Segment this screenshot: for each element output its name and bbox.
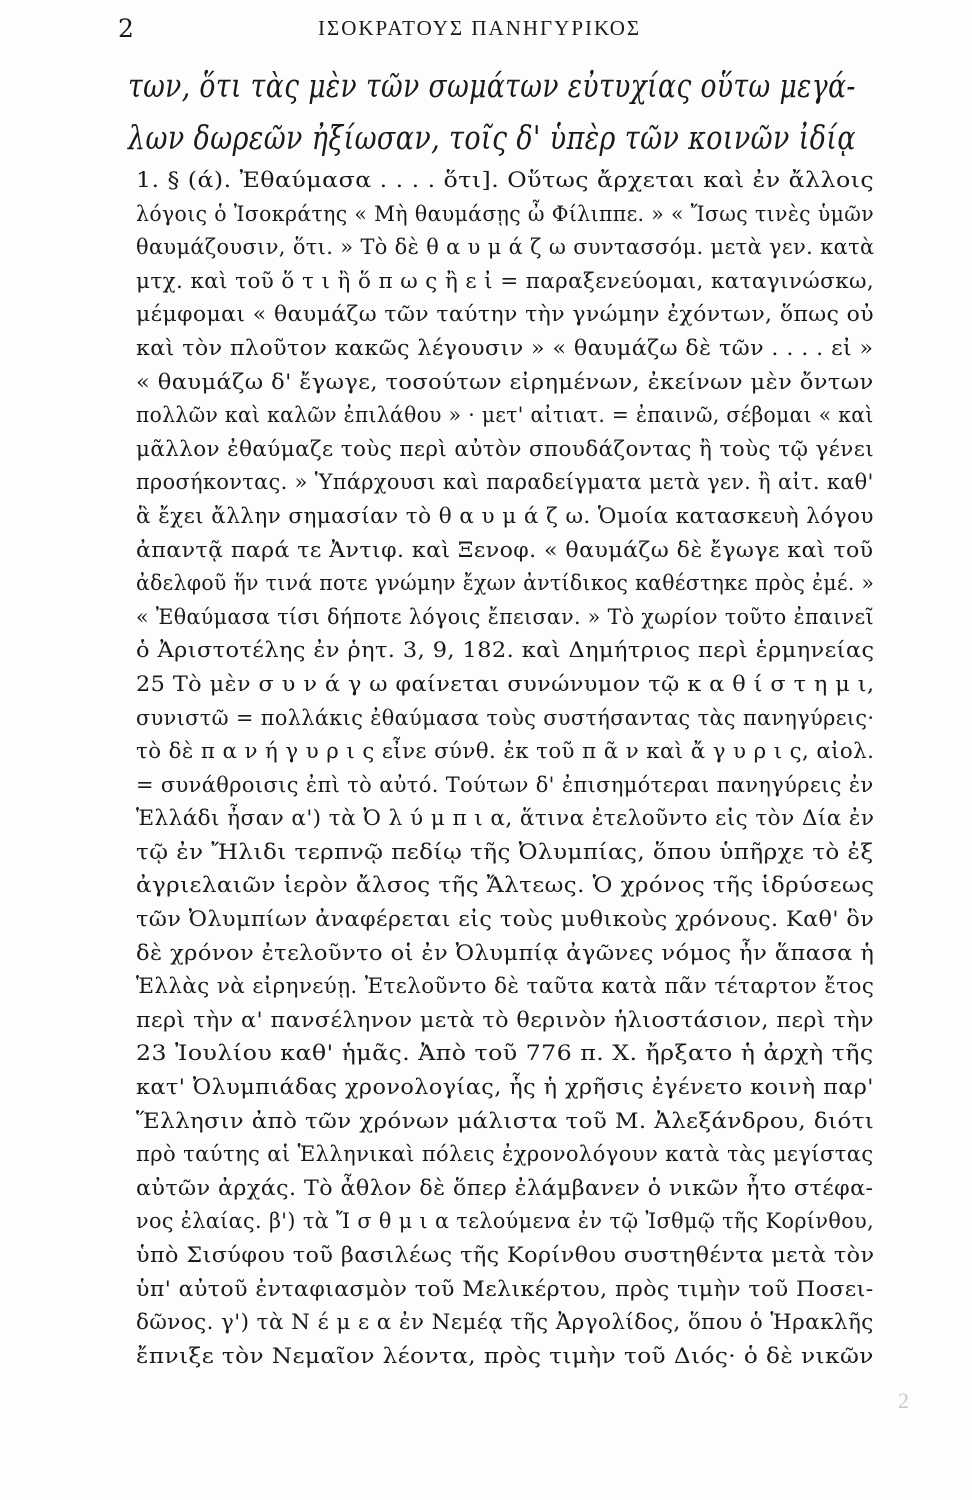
commentary-line: 1. § (ά). Ἐθαύμασα . . . . ὅτι]. Οὕτως ἄρχεται καὶ ἐν ἄλλοις (136, 168, 875, 192)
commentary-line: προσήκοντας. » Ὑπάρχουσι καὶ παραδείγματα μετὰ γεν. ἢ αἰτ. καθ' (136, 470, 874, 495)
main-text (128, 60, 868, 164)
commentary-line: ὑπ' αὐτοῦ ἐνταφιασμὸν τοῦ Μελικέρτου, πρὸς τιμὴν τοῦ Ποσει- (136, 1276, 874, 1301)
commentary-line: ἀπαντᾷ παρά τε Ἀντιφ. καὶ Ξενοφ. « θαυμάζω δὲ ἔγωγε καὶ τοῦ (136, 537, 874, 562)
commentary-line: θαυμάζουσιν, ὅτι. » Τὸ δὲ θ α υ μ ά ζ ω συντασσόμ. μετὰ γεν. κατὰ (136, 235, 875, 260)
commentary-line: μᾶλλον ἐθαύμαζε τοὺς περὶ αὐτὸν σπουδάζοντας ἢ τοὺς τῷ γένει (136, 436, 875, 461)
commentary-line: λόγοις ὁ Ἰσοκράτης « Μὴ θαυμάσῃς ὦ Φίλιππε. » « Ἴσως τινὲς ὑμῶν (136, 201, 875, 226)
commentary-line: νος ἐλαίας. β') τὰ Ἴ σ θ μ ι α τελούμενα ἐν τῷ Ἰσθμῷ τῆς Κορίνθου, (136, 1209, 875, 1234)
commentary-line: πολλῶν καὶ καλῶν ἐπιλάθου » · μετ' αἰτιατ. = ἐπαινῶ, σέβομαι « καὶ (136, 403, 874, 428)
commentary-line: ἀγριελαιῶν ἱερὸν ἄλσος τῆς Ἄλτεως. Ὁ χρόνος τῆς ἱδρύσεως (136, 873, 875, 898)
main-text-line: λων δωρεῶν ἠξίωσαν, τοῖς δ' ὑπὲρ τῶν κοινῶν ἰδίᾳ (128, 118, 856, 157)
commentary-line: « Ἐθαύμασα τίσι δήποτε λόγοις ἔπεισαν. » Τὸ χωρίον τοῦτο ἐπαινεῖ (136, 604, 874, 629)
commentary-line: μτχ. καὶ τοῦ ὅ τ ι ἢ ὅ π ω ς ἢ ε ἰ = παραξενεύομαι, καταγινώσκω, (136, 268, 875, 293)
commentary-line: μέμφομαι « θαυμάζω τῶν ταύτην τὴν γνώμην ἐχόντων, ὅπως οὐ (136, 302, 875, 327)
commentary-line: αὐτῶν ἀρχάς. Τὸ ἆθλον δὲ ὅπερ ἐλάμβανεν ὁ νικῶν ἦτο στέφα- (136, 1175, 874, 1200)
commentary-line: δῶνος. γ') τὰ Ν έ μ ε α ἐν Νεμέᾳ τῆς Ἀργολίδος, ὅπου ὁ Ἡρακλῆς (136, 1310, 874, 1335)
commentary-line: κατ' Ὀλυμπιάδας χρονολογίας, ἧς ἡ χρῆσις ἐγένετο κοινὴ παρ' (136, 1075, 874, 1100)
page-header (118, 14, 878, 54)
commentary-line: 25 Τὸ μὲν σ υ ν ά γ ω φαίνεται συνώνυμον τῷ κ α θ ί σ τ η μ ι, (136, 671, 875, 696)
running-head: ΙΣΟΚΡΑΤΟΥΣ ΠΑΝΗΓΥΡΙΚΟΣ (318, 16, 642, 40)
commentary-line: ὑπὸ Σισύφου τοῦ βασιλέως τῆς Κορίνθου συστηθέντα μετὰ τὸν (136, 1243, 875, 1267)
commentary-line: « θαυμάζω δ' ἔγωγε, τοσούτων εἰρημένων, ἐκείνων μὲν ὄντων (136, 369, 874, 394)
commentary-line: ὁ Ἀριστοτέλης ἐν ῥητ. 3, 9, 182. καὶ Δημήτριος περὶ ἑρμηνείας (136, 638, 875, 663)
commentary-line: ἃ ἔχει ἄλλην σημασίαν τὸ θ α υ μ ά ζ ω. Ὁμοία κατασκευὴ λόγου (136, 503, 874, 528)
commentary (136, 164, 876, 1373)
commentary-line: τῷ ἐν Ἤλιδι τερπνῷ πεδίῳ τῆς Ὀλυμπίας, ὅπου ὑπῆρχε τὸ ἐξ (136, 839, 874, 864)
commentary-line: δὲ χρόνον ἐτελοῦντο οἱ ἐν Ὀλυμπίᾳ ἀγῶνες νόμος ἦν ἅπασα ἡ (136, 940, 875, 965)
commentary-line: τὸ δὲ π α ν ή γ υ ρ ι ς εἶνε σύνθ. ἐκ τοῦ π ᾶ ν καὶ ἄ γ υ ρ ι ς, αἰολ. (136, 739, 875, 764)
commentary-line: Ἑλλάδι ἦσαν α') τὰ Ὀ λ ύ μ π ι α, ἅτινα ἐτελοῦντο εἰς τὸν Δία ἐν (136, 806, 875, 831)
commentary-line: Ἑλλὰς νὰ εἰρηνεύῃ. Ἐτελοῦντο δὲ ταῦτα κατὰ πᾶν τέταρτον ἔτος (136, 974, 875, 999)
commentary-line: πρὸ ταύτης αἱ Ἑλληνικαὶ πόλεις ἐχρονολόγουν κατὰ τὰς μεγίστας (136, 1142, 874, 1167)
faint-page-mark: 2 (898, 1388, 909, 1413)
commentary-line: Ἕλλησιν ἀπὸ τῶν χρόνων μάλιστα τοῦ Μ. Ἀλεξάνδρου, διότι (136, 1108, 875, 1133)
page-number: 2 (118, 14, 134, 43)
commentary-line: τῶν Ὀλυμπίων ἀναφέρεται εἰς τοὺς μυθικοὺς χρόνους. Καθ' ὃν (136, 907, 875, 932)
commentary-line: καὶ τὸν πλοῦτον κακῶς λέγουσιν » « θαυμάζω δὲ τῶν . . . . εἰ » (136, 335, 874, 360)
commentary-line: περὶ τὴν α' πανσέληνον μετὰ τὸ θερινὸν ἡλιοστάσιον, περὶ τὴν (136, 1007, 874, 1032)
commentary-line: = συνάθροισις ἐπὶ τὸ αὐτό. Τούτων δ' ἐπισημότεραι πανηγύρεις ἐν (136, 772, 874, 797)
commentary-line: 23 Ἰουλίου καθ' ἡμᾶς. Ἀπὸ τοῦ 776 π. Χ. ἤρξατο ἡ ἀρχὴ τῆς (136, 1041, 874, 1066)
commentary-line: ἀδελφοῦ ἥν τινά ποτε γνώμην ἔχων ἀντίδικος καθέστηκε πρὸς ἐμέ. » (136, 571, 875, 596)
commentary-line: συνιστῶ = πολλάκις ἐθαύμασα τοὺς συστήσαντας τὰς πανηγύρεις· (136, 705, 875, 730)
commentary-line: ἔπνιξε τὸν Νεμαῖον λέοντα, πρὸς τιμὴν τοῦ Διός· ὁ δὲ νικῶν (136, 1343, 874, 1368)
main-text-line: των, ὅτι τὰς μὲν τῶν σωμάτων εὐτυχίας οὕτω μεγά- (128, 66, 856, 105)
